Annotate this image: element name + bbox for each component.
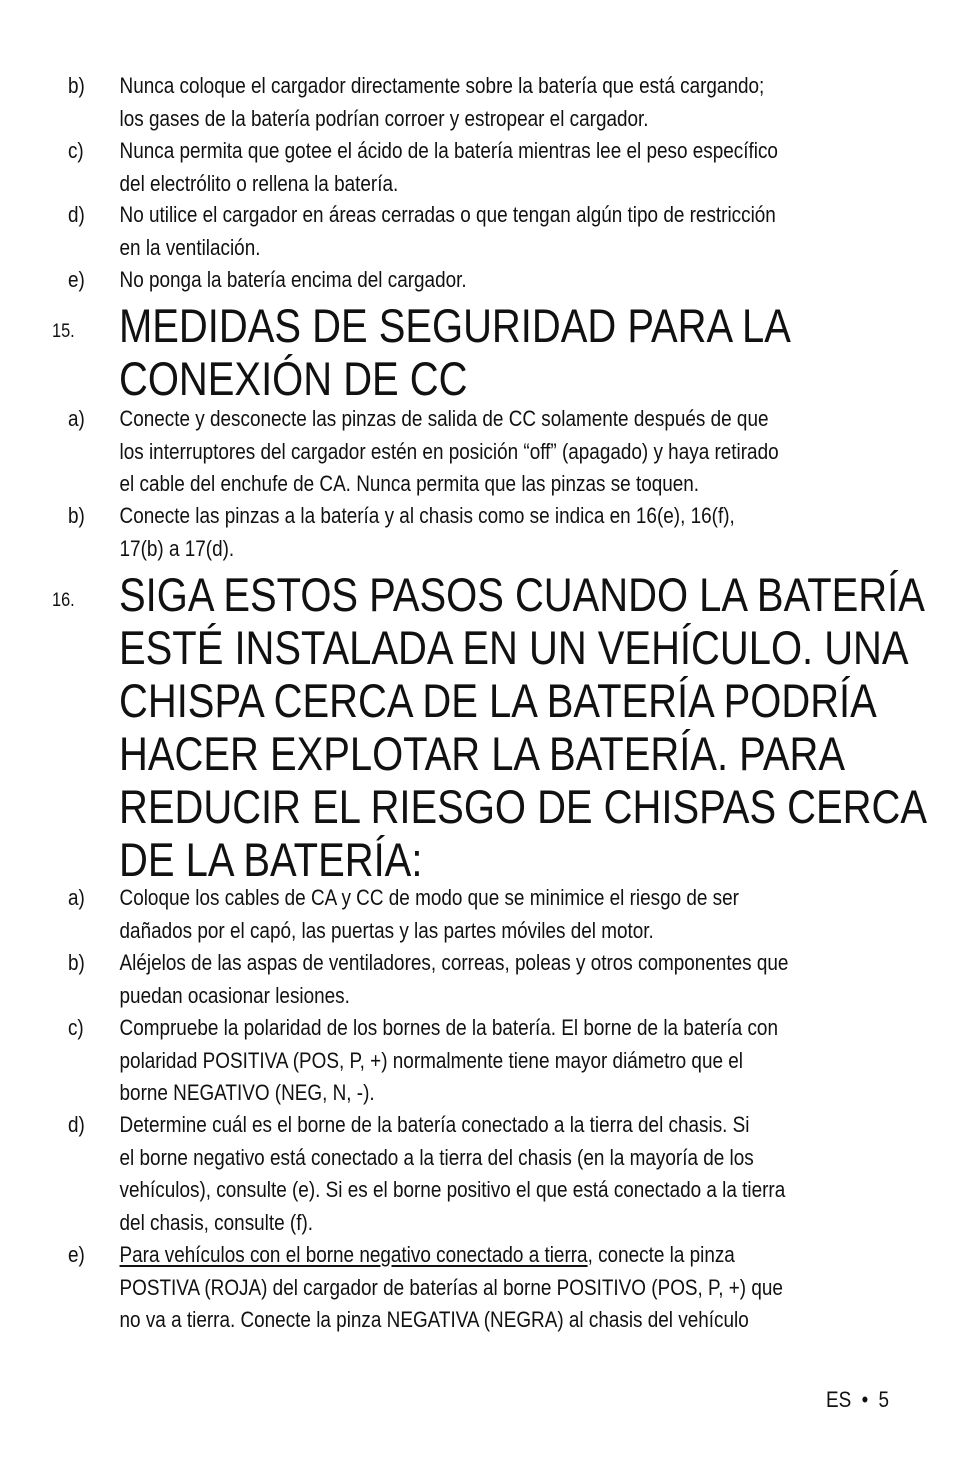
- item-text: Coloque los cables de CA y CC de modo que se minimice el riesgo de ser dañados por el capó, las puertas y las partes móviles del motor.: [119, 885, 739, 943]
- item-text: No utilice el cargador en áreas cerradas o que tengan algún tipo de restricción en la ventilación.: [119, 202, 776, 260]
- item-label: c): [67, 1015, 84, 1040]
- item-label: c): [67, 138, 84, 163]
- page-footer: [826, 1386, 889, 1414]
- item-label: b): [67, 950, 85, 975]
- section-heading: MEDIDAS DE SEGURIDAD PARA LA CONEXIÓN DE CC: [119, 299, 791, 405]
- section-number: 15.: [52, 321, 75, 342]
- item-text: Nunca coloque el cargador directamente sobre la batería que está cargando; los gases de la batería podrían corroer y estropear el cargador.: [119, 73, 765, 131]
- item-label: e): [67, 267, 85, 292]
- page-number: 5: [878, 1387, 890, 1412]
- underlined-phrase: Para vehículos con el borne negativo conectado a tierra: [119, 1242, 588, 1267]
- item-text: Determine cuál es el borne de la batería conectado a la tierra del chasis. Si el borne negativo está conectado a la tierra del chasis (en la mayoría de los vehículos), consulte (e). Si es el borne positivo el que está conectado a la tierra del chasis, consulte (f).: [119, 1112, 786, 1235]
- item-label: d): [67, 1112, 85, 1137]
- item-label: a): [67, 406, 85, 431]
- item-label: a): [67, 885, 85, 910]
- item-label: b): [67, 503, 85, 528]
- bullet-separator: •: [861, 1387, 869, 1412]
- item-label: b): [67, 73, 85, 98]
- section-number: 16.: [52, 590, 75, 611]
- language-code: ES: [826, 1387, 852, 1412]
- item-text: Conecte las pinzas a la batería y al chasis como se indica en 16(e), 16(f), 17(b) a 17(d).: [119, 503, 735, 561]
- item-text: Nunca permita que gotee el ácido de la batería mientras lee el peso específico del electrólito o rellena la batería.: [119, 138, 778, 196]
- item-text: Conecte y desconecte las pinzas de salida de CC solamente después de que los interruptores del cargador estén en posición “off” (apagado) y haya retirado el cable del enchufe de CA. Nunca permita que las pinzas se toquen.: [119, 406, 779, 496]
- item-label: d): [67, 202, 85, 227]
- section-heading: SIGA ESTOS PASOS CUANDO LA BATERÍA ESTÉ INSTALADA EN UN VEHÍCULO. UNA CHISPA CERCA DE LA BATERÍA PODRÍA HACER EXPLOTAR LA BATERÍA. PARA REDUCIR EL RIESGO DE CHISPAS CERCA DE LA BATERÍA:: [119, 568, 928, 886]
- item-text: Compruebe la polaridad de los bornes de la batería. El borne de la batería con polaridad POSITIVA (POS, P, +) normalmente tiene mayor diámetro que el borne NEGATIVO (NEG, N, -).: [119, 1015, 778, 1105]
- item-label: e): [67, 1242, 85, 1267]
- item-text: No ponga la batería encima del cargador.: [119, 267, 467, 292]
- item-text: Aléjelos de las aspas de ventiladores, correas, poleas y otros componentes que puedan ocasionar lesiones.: [119, 950, 789, 1008]
- item-text: Para vehículos con el borne negativo conectado a tierra, conecte la pinza POSTIVA (ROJA) del cargador de baterías al borne POSITIVO (POS, P, +) que no va a tierra. Conecte la pinza NEGATIVA (NEGRA) al chasis del vehículo: [119, 1242, 783, 1332]
